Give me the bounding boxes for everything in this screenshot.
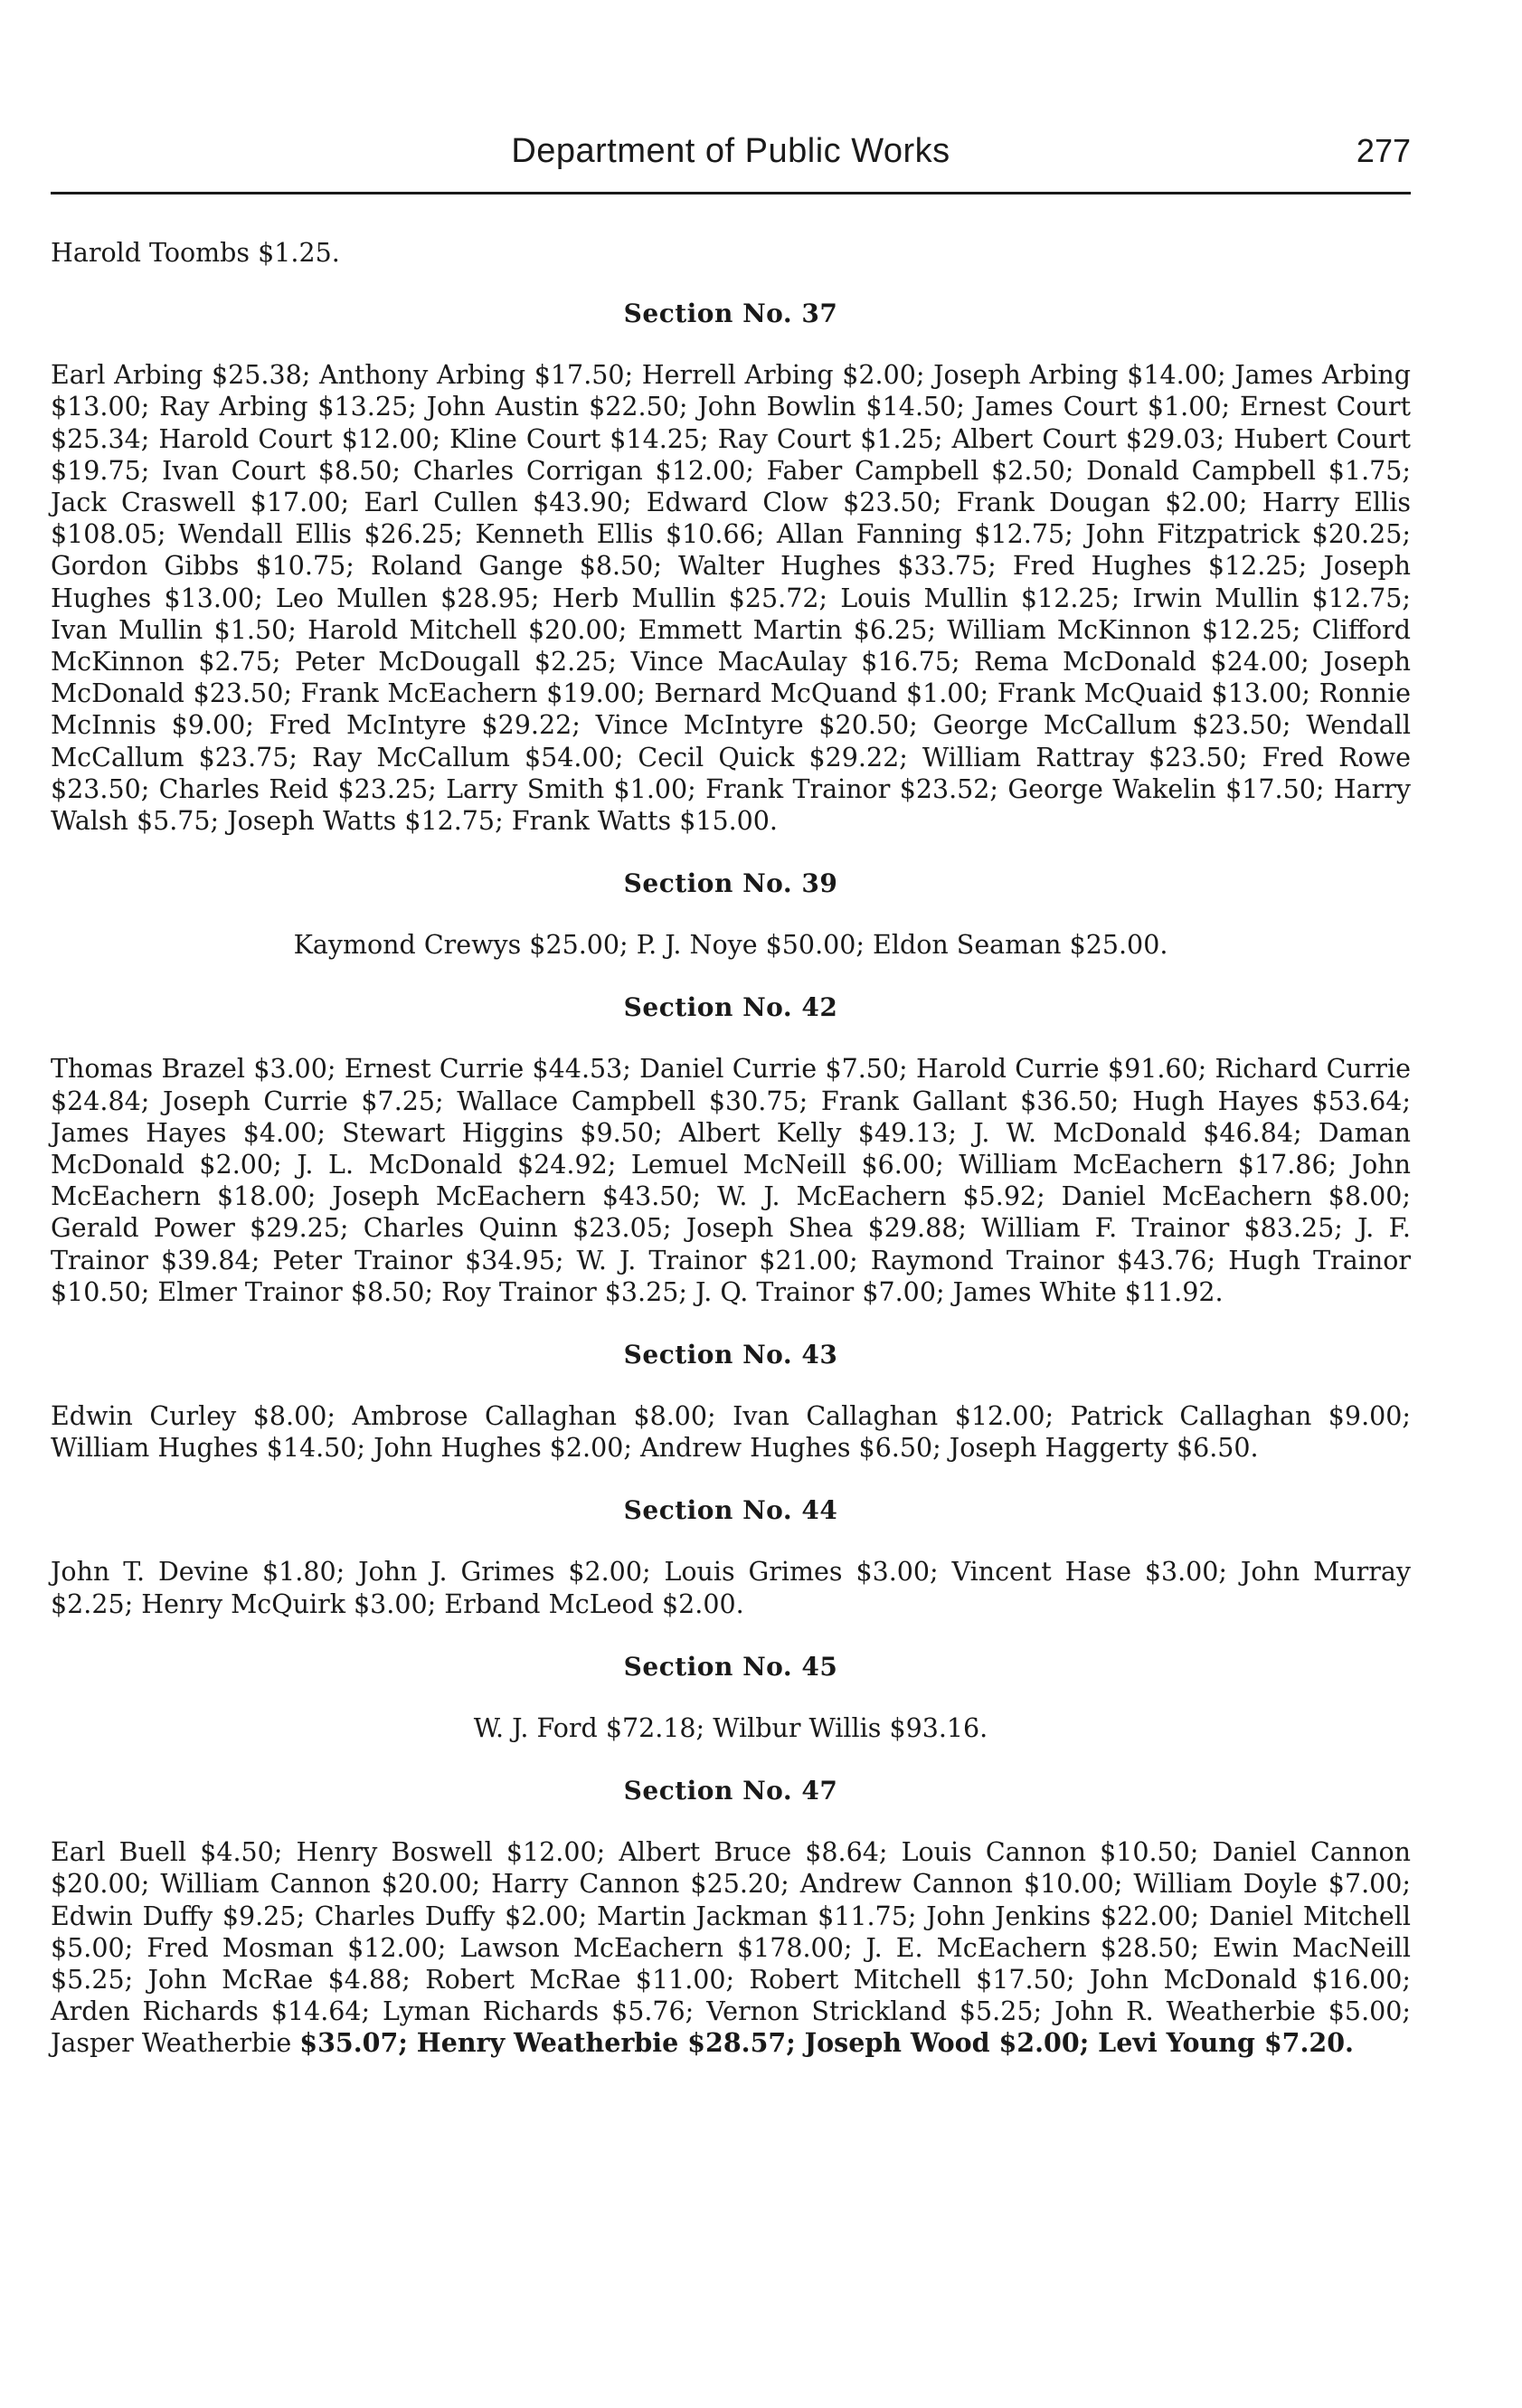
- section-39: [51, 867, 1411, 961]
- section-42: [51, 991, 1411, 1308]
- section-payments: Edwin Curley $8.00; Ambrose Callaghan $8.00; Ivan Callaghan $12.00; Patrick Callaghan $9.00; William Hughes $14.50; John Hughes $2.00; Andrew Hughes $6.50; Joseph Haggerty $6.50.: [51, 1401, 1411, 1464]
- section-heading: Section No. 37: [623, 299, 838, 329]
- section-47: [51, 1775, 1411, 2059]
- section-43: [51, 1339, 1411, 1464]
- lead-line: Harold Toombs $1.25.: [51, 238, 340, 268]
- section-payments: John T. Devine $1.80; John J. Grimes $2.00; Louis Grimes $3.00; Vincent Hase $3.00; John Murray $2.25; Henry McQuirk $3.00; Erband McLeod $2.00.: [51, 1557, 1411, 1619]
- document-page: [51, 0, 1411, 2408]
- section-44: [51, 1494, 1411, 1619]
- section-37: [51, 298, 1411, 837]
- section-45: [51, 1651, 1411, 1744]
- section-payments: Earl Arbing $25.38; Anthony Arbing $17.50; Herrell Arbing $2.00; Joseph Arbing $14.00; James Arbing $13.00; Ray Arbing $13.25; John Austin $22.50; John Bowlin $14.50; James Court $1.00; Ernest Court $25.34; Harold Court $12.00; Kline Court $14.25; Ray Court $1.25; Albert Court $29.03; Hubert Court $19.75; Ivan Court $8.50; Charles Corrigan $12.00; Faber Campbell $2.50; Donald Campbell $1.75; Jack Craswell $17.00; Earl Cullen $43.90; Edward Clow $23.50; Frank Dougan $2.00; Harry Ellis $108.05; Wendall Ellis $26.25; Kenneth Ellis $10.66; Allan Fanning $12.75; John Fitzpatrick $20.25; Gordon Gibbs $10.75; Roland Gange $8.50; Walter Hughes $33.75; Fred Hughes $12.25; Joseph Hughes $13.00; Leo Mullen $28.95; Herb Mullin $25.72; Louis Mullin $12.25; Irwin Mullin $12.75; Ivan Mullin $1.50; Harold Mitchell $20.00; Emmett Martin $6.25; William McKinnon $12.25; Clifford McKinnon $2.75; Peter McDougall $2.25; Vince MacAulay $16.75; Rema McDonald $24.00; Joseph McDonald $23.50; Frank McEachern $19.00; Bernard McQuand $1.00; Frank McQuaid $13.00; Ronnie McInnis $9.00; Fred McIntyre $29.22; Vince McIntyre $20.50; George McCallum $23.50; Wendall McCallum $23.75; Ray McCallum $54.00; Cecil Quick $29.22; William Rattray $23.50; Fred Rowe $23.50; Charles Reid $23.25; Larry Smith $1.00; Frank Trainor $23.52; George Wakelin $17.50; Harry Walsh $5.75; Joseph Watts $12.75; Frank Watts $15.00.: [51, 360, 1411, 837]
- page-number: 277: [1356, 132, 1411, 169]
- section-heading: Section No. 47: [623, 1776, 838, 1806]
- section-payments: [51, 1836, 1411, 2059]
- running-title: Department of Public Works: [511, 132, 950, 170]
- section-heading: Section No. 42: [623, 992, 838, 1023]
- section-heading: Section No. 39: [623, 868, 838, 899]
- header-rule: [51, 192, 1411, 194]
- section-payments: Kaymond Crewys $25.00; P. J. Noye $50.00; Eldon Seaman $25.00.: [293, 930, 1168, 961]
- section-payments: W. J. Ford $72.18; Wilbur Willis $93.16.: [473, 1712, 988, 1743]
- section-heading: Section No. 43: [623, 1340, 838, 1370]
- body-text: [51, 237, 1411, 2090]
- section-payments-tail: $35.07; Henry Weatherbie $28.57; Joseph Wood $2.00; Levi Young $7.20.: [299, 2027, 1354, 2059]
- section-heading: Section No. 44: [623, 1495, 838, 1526]
- running-header: [51, 128, 1411, 183]
- section-payments-main: Earl Buell $4.50; Henry Boswell $12.00; Albert Bruce $8.64; Louis Cannon $10.50; Daniel Cannon $20.00; William Cannon $20.00; Harry Cannon $25.20; Andrew Cannon $10.00; William Doyle $7.00; Edwin Duffy $9.25; Charles Duffy $2.00; Martin Jackman $11.75; John Jenkins $22.00; Daniel Mitchell $5.00; Fred Mosman $12.00; Lawson McEachern $178.00; J. E. McEachern $28.50; Ewin MacNeill $5.25; John McRae $4.88; Robert McRae $11.00; Robert Mitchell $17.50; John McDonald $16.00; Arden Richards $14.64; Lyman Richards $5.76; Vernon Strickland $5.25; John R. Weatherbie $5.00; Jasper Weatherbie: [51, 1837, 1411, 2059]
- section-payments: Thomas Brazel $3.00; Ernest Currie $44.53; Daniel Currie $7.50; Harold Currie $91.60; Richard Currie $24.84; Joseph Currie $7.25; Wallace Campbell $30.75; Frank Gallant $36.50; Hugh Hayes $53.64; James Hayes $4.00; Stewart Higgins $9.50; Albert Kelly $49.13; J. W. McDonald $46.84; Daman McDonald $2.00; J. L. McDonald $24.92; Lemuel McNeill $6.00; William McEachern $17.86; John McEachern $18.00; Joseph McEachern $43.50; W. J. McEachern $5.92; Daniel McEachern $8.00; Gerald Power $29.25; Charles Quinn $23.05; Joseph Shea $29.88; William F. Trainor $83.25; J. F. Trainor $39.84; Peter Trainor $34.95; W. J. Trainor $21.00; Raymond Trainor $43.76; Hugh Trainor $10.50; Elmer Trainor $8.50; Roy Trainor $3.25; J. Q. Trainor $7.00; James White $11.92.: [51, 1054, 1411, 1307]
- section-heading: Section No. 45: [623, 1651, 838, 1682]
